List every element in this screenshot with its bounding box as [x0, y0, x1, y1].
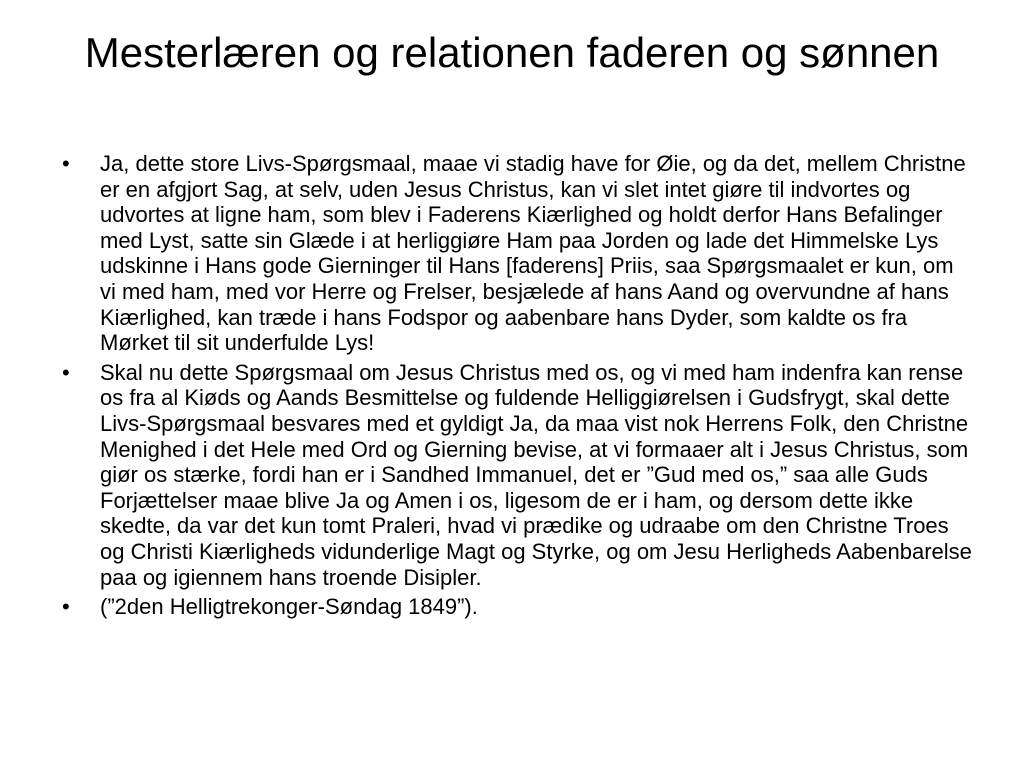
bullet-item — [62, 360, 974, 590]
bullet-marker: • — [62, 151, 70, 176]
bullet-item — [62, 151, 974, 356]
bullet-marker: • — [62, 594, 70, 620]
bullet-text: Ja, dette store Livs-Spørgsmaal, maae vi stadig have for Øie, og da det, mellem Christne er en afgjort Sag, at selv, uden Jesus Christus, kan vi slet intet giøre til indvortes og udvortes at ligne ham, som blev i Faderens Kiærlighed og holdt derfor Hans Befalinger med Lyst, satte sin Glæde i at herliggiøre Ham paa Jorden og lade det Himmelske Lys udskinne i Hans gode Gierninger til Hans [faderens] Priis, saa Spørgsmaalet er kun, om vi med ham, med vor Herre og Frelser, besjælede af hans Aand og overvundne af hans Kiærlighed, kan træde i hans Fodspor og aabenbare hans Dyder, som kaldte os fra Mørket til sit underfulde Lys! — [100, 151, 966, 356]
bullet-list — [62, 151, 974, 624]
bullet-item — [62, 594, 974, 620]
bullet-marker: • — [62, 359, 70, 385]
bullet-text: Skal nu dette Spørgsmaal om Jesus Christus med os, og vi med ham indenfra kan rense os fra al Kiøds og Aands Besmittelse og fuldende Helliggiørelsen i Gudsfrygt, skal dette Livs-Spørgsmaal besvares med et gyldigt Ja, da maa vist nok Herrens Folk, den Christne Menighed i det Hele med Ord og Gierning bevise, at vi formaaer alt i Jesus Christus, som giør os stærke, fordi han er i Sandhed Immanuel, det er ”Gud med os,” saa alle Guds Forjættelser maae blive Ja og Amen i os, ligesom de er i ham, og dersom dette ikke skedte, da var det kun tomt Praleri, hvad vi prædike og udraabe om den Christne Troes og Christi Kiærligheds vidunderlige Magt og Styrke, og om Jesu Herligheds Aabenbarelse paa og igiennem hans troende Disipler. — [100, 359, 972, 590]
slide-title: Mesterlæren og relationen faderen og sønnen — [84, 29, 940, 76]
bullet-text: (”2den Helligtrekonger-Søndag 1849”). — [100, 594, 478, 620]
